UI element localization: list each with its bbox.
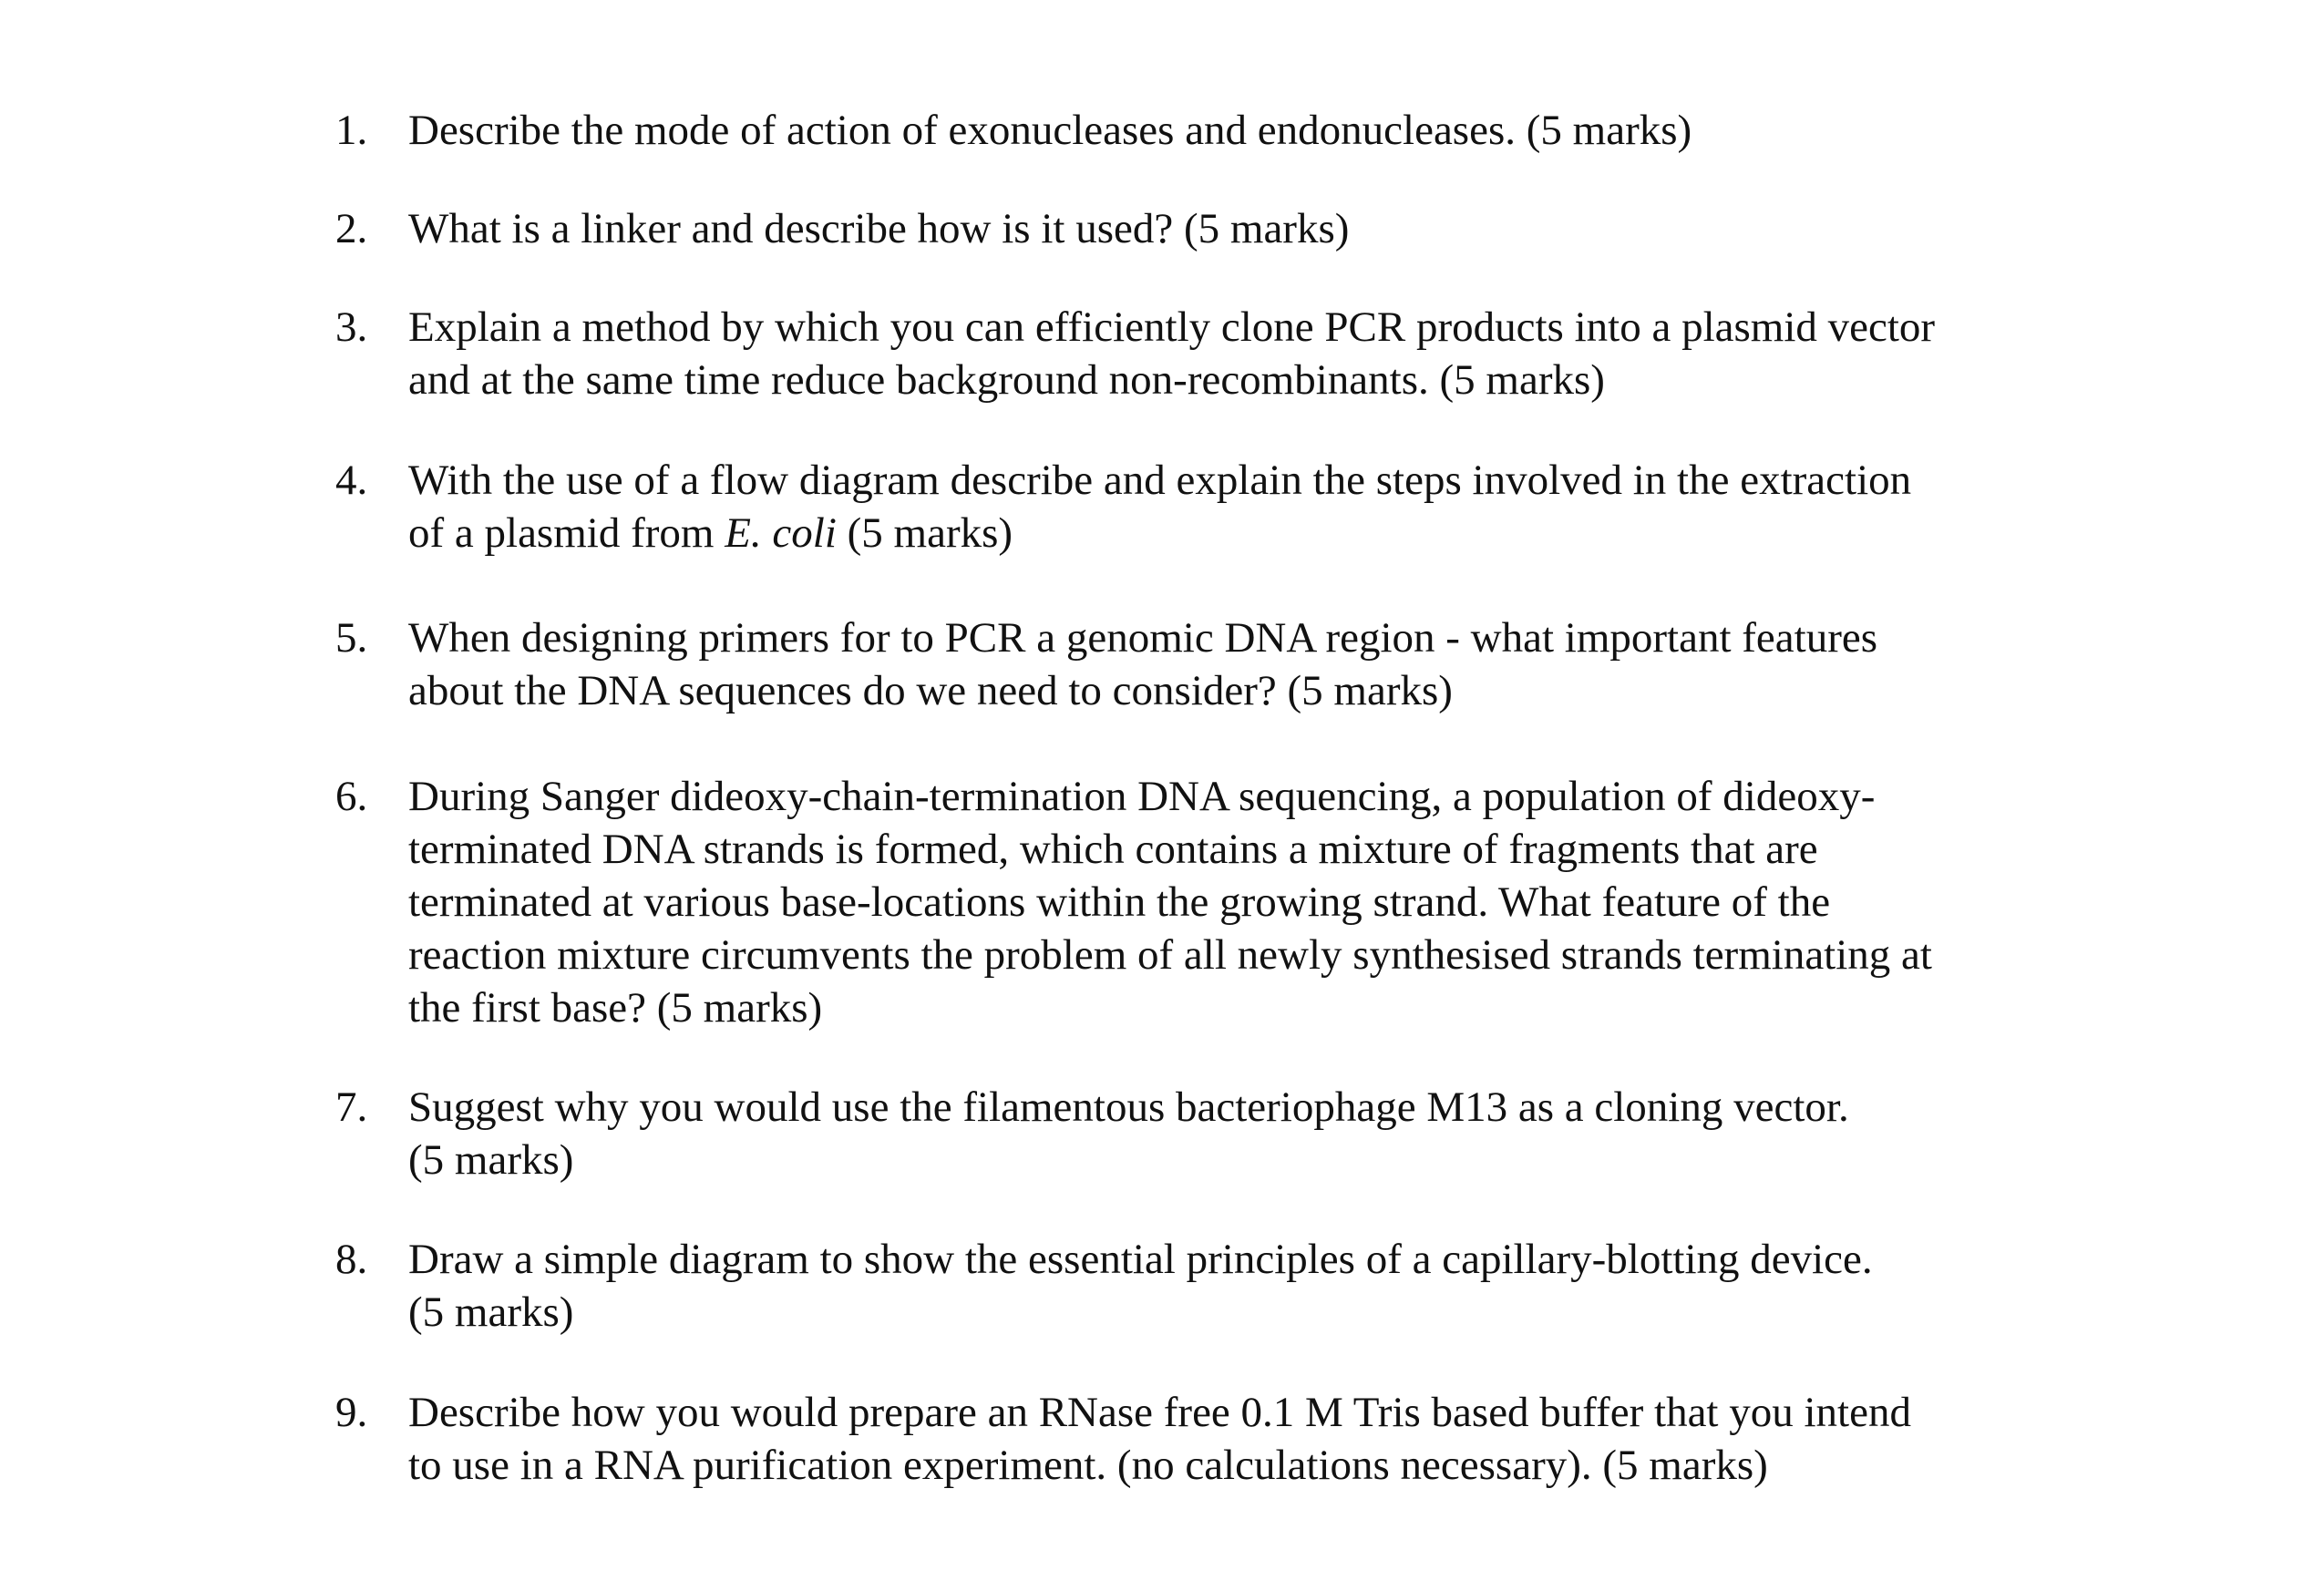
question-text <box>408 1081 2067 1186</box>
question-text <box>408 611 2067 717</box>
question-line: Describe the mode of action of exonucleases and endonucleases. (5 marks) <box>408 107 1692 154</box>
question-number: 9. <box>335 1389 368 1436</box>
question-line: With the use of a flow diagram describe and explain the steps involved in the extraction <box>408 457 1912 504</box>
species-name-italic: E. coli <box>725 509 837 557</box>
question-line: What is a linker and describe how is it used? (5 marks) <box>408 205 1350 252</box>
question-3 <box>335 301 2067 406</box>
question-number: 5. <box>335 614 368 662</box>
question-text <box>408 1386 2067 1492</box>
question-line-end: (5 marks) <box>836 509 1013 557</box>
question-line: (5 marks) <box>408 1136 574 1184</box>
question-line: terminated DNA strands is formed, which contains a mixture of fragments that are <box>408 826 1818 873</box>
question-text <box>408 301 2067 406</box>
question-line: Suggest why you would use the filamentous bacteriophage M13 as a cloning vector. <box>408 1083 1849 1131</box>
question-4 <box>335 454 2067 560</box>
question-number: 4. <box>335 457 368 504</box>
question-line-start: of a plasmid from <box>408 509 725 557</box>
question-2 <box>335 202 2067 255</box>
question-text <box>408 202 2067 255</box>
question-text <box>408 454 2067 560</box>
question-line: about the DNA sequences do we need to consider? (5 marks) <box>408 667 1453 714</box>
question-7 <box>335 1081 2067 1186</box>
question-text <box>408 1233 2067 1339</box>
question-number: 6. <box>335 773 368 820</box>
question-line: the first base? (5 marks) <box>408 984 823 1032</box>
question-line: to use in a RNA purification experiment. (no calculations necessary). (5 marks) <box>408 1442 1768 1489</box>
question-5 <box>335 611 2067 717</box>
question-number: 8. <box>335 1236 368 1283</box>
question-line: Explain a method by which you can efficiently clone PCR products into a plasmid vector <box>408 303 1936 351</box>
question-line: Draw a simple diagram to show the essential principles of a capillary-blotting device. <box>408 1236 1873 1283</box>
question-text <box>408 770 2067 1034</box>
question-number: 1. <box>335 107 368 154</box>
question-line <box>408 507 2067 560</box>
question-1 <box>335 104 2067 157</box>
question-line: (5 marks) <box>408 1288 574 1336</box>
question-number: 7. <box>335 1083 368 1131</box>
question-line: and at the same time reduce background non-recombinants. (5 marks) <box>408 356 1605 404</box>
question-line: When designing primers for to PCR a genomic DNA region - what important features <box>408 614 1877 662</box>
question-text <box>408 104 2067 157</box>
question-number: 2. <box>335 205 368 252</box>
question-8 <box>335 1233 2067 1339</box>
question-6 <box>335 770 2067 1034</box>
question-line: terminated at various base-locations within the growing strand. What feature of the <box>408 878 1831 926</box>
question-line: During Sanger dideoxy-chain-termination DNA sequencing, a population of dideoxy- <box>408 773 1876 820</box>
question-line: reaction mixture circumvents the problem of all newly synthesised strands terminating at <box>408 931 1932 979</box>
question-9 <box>335 1386 2067 1492</box>
question-line: Describe how you would prepare an RNase free 0.1 M Tris based buffer that you intend <box>408 1389 1911 1436</box>
question-number: 3. <box>335 303 368 351</box>
